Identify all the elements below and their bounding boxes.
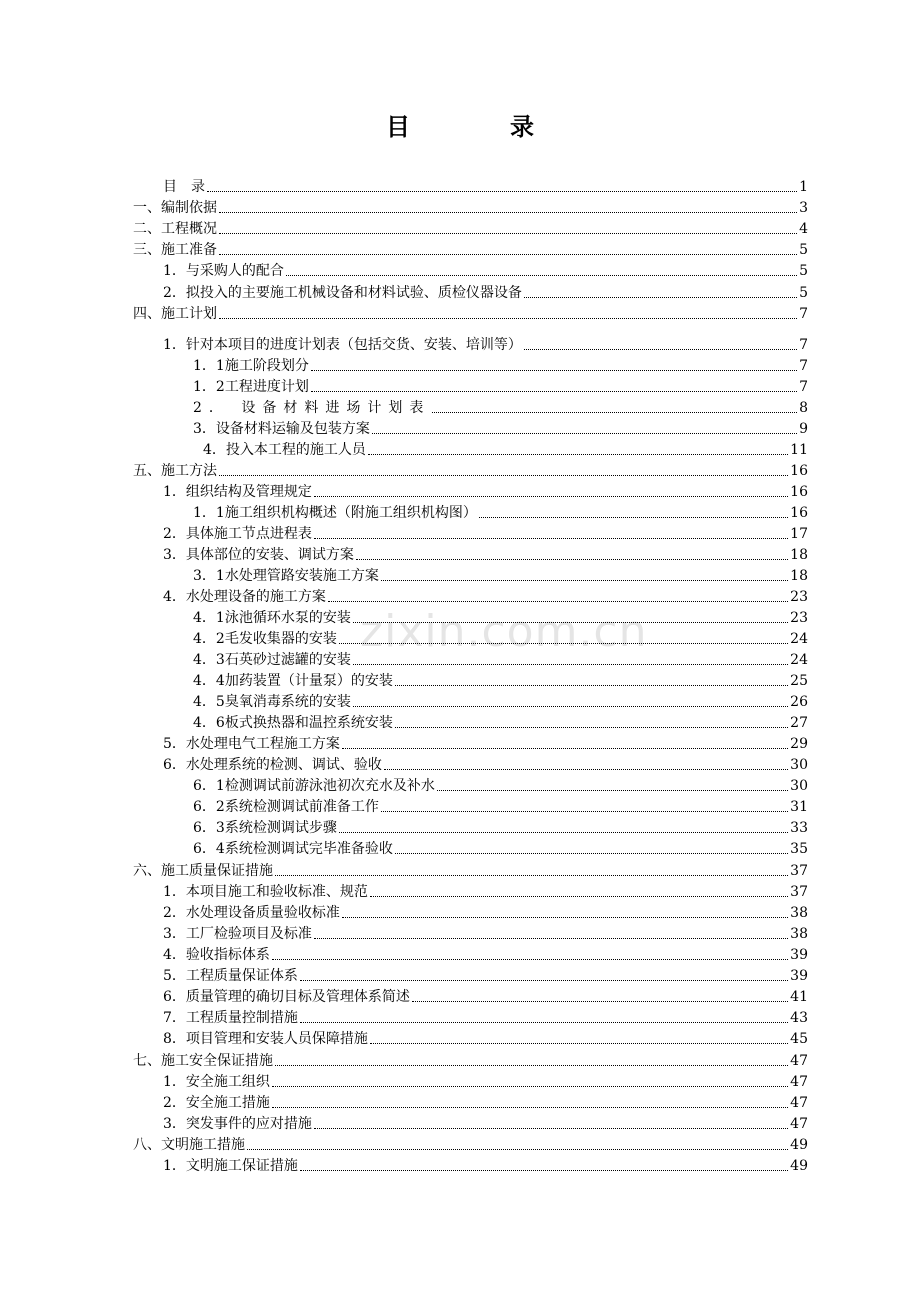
toc-entry[interactable] <box>193 502 808 522</box>
toc-entry-label: 1．针对本项目的进度计划表（包括交货、安装、培训等） <box>163 337 522 353</box>
toc-entry-page-number: 8 <box>799 400 808 416</box>
toc-dot-leader <box>275 875 788 876</box>
toc-entry-page-number: 24 <box>790 631 808 647</box>
toc-entry-label: 4．3石英砂过滤罐的安装 <box>193 652 351 668</box>
toc-dot-leader <box>339 832 788 833</box>
toc-dot-leader <box>339 643 788 644</box>
toc-entry-label: 2． 设备材料进场计划表 <box>193 400 431 416</box>
toc-entry[interactable] <box>163 481 808 501</box>
toc-entry-page-number: 16 <box>790 505 808 521</box>
toc-dot-leader <box>381 580 788 581</box>
toc-entry[interactable] <box>193 649 808 669</box>
toc-entry-page-number: 43 <box>790 1010 808 1026</box>
page-title: 目 录 <box>386 112 572 141</box>
toc-dot-leader <box>272 959 788 960</box>
toc-entry-page-number: 18 <box>790 568 808 584</box>
toc-dot-leader <box>272 1107 788 1108</box>
toc-dot-leader <box>314 1128 788 1129</box>
toc-entry-label: 4．2毛发收集器的安装 <box>193 631 337 647</box>
toc-entry-page-number: 39 <box>790 947 808 963</box>
toc-entry[interactable] <box>193 691 808 711</box>
toc-entry-page-number: 30 <box>790 757 808 773</box>
toc-entry-label: 5．水处理电气工程施工方案 <box>163 736 340 752</box>
toc-entry-label: 6．1检测调试前游泳池初次充水及补水 <box>193 778 435 794</box>
toc-dot-leader <box>370 1043 788 1044</box>
toc-entry-label: 4．投入本工程的施工人员 <box>203 442 366 458</box>
toc-entry[interactable] <box>193 628 808 648</box>
toc-entry[interactable] <box>133 860 808 880</box>
toc-entry-page-number: 11 <box>790 442 808 458</box>
toc-entry-label: 4．1泳池循环水泵的安装 <box>193 610 351 626</box>
toc-entry-page-number: 1 <box>799 179 808 195</box>
toc-entry-page-number: 23 <box>790 610 808 626</box>
toc-entry[interactable] <box>163 1092 808 1112</box>
toc-entry-label: 4．4加药装置（计量泵）的安装 <box>193 673 393 689</box>
toc-entry-page-number: 3 <box>799 200 808 216</box>
toc-entry-label: 1．与采购人的配合 <box>163 263 284 279</box>
toc-entry-label: 七、施工安全保证措施 <box>133 1053 273 1069</box>
toc-entry-page-number: 45 <box>790 1031 808 1047</box>
toc-entry-page-number: 47 <box>790 1053 808 1069</box>
toc-dot-leader <box>300 980 788 981</box>
toc-entry-label: 2．具体施工节点进程表 <box>163 526 312 542</box>
toc-dot-leader <box>328 601 788 602</box>
toc-dot-leader <box>372 433 797 434</box>
toc-entry-label: 1．安全施工组织 <box>163 1074 270 1090</box>
toc-dot-leader <box>432 412 797 413</box>
toc-dot-leader <box>311 370 797 371</box>
toc-entry[interactable] <box>163 1071 808 1091</box>
toc-entry-page-number: 47 <box>790 1116 808 1132</box>
toc-dot-leader <box>219 212 797 213</box>
toc-dot-leader <box>272 1086 788 1087</box>
toc-entry-page-number: 38 <box>790 926 808 942</box>
toc-entry[interactable] <box>163 1155 808 1175</box>
toc-entry-label: 二、工程概况 <box>133 221 217 237</box>
toc-entry[interactable] <box>193 355 808 375</box>
toc-dot-leader <box>395 685 788 686</box>
toc-entry-label: 6．2系统检测调试前准备工作 <box>193 799 379 815</box>
toc-entry-label: 四、施工计划 <box>133 306 217 322</box>
toc-entry-label: 三、施工准备 <box>133 242 217 258</box>
toc-dot-leader <box>412 1001 788 1002</box>
toc-entry[interactable] <box>163 523 808 543</box>
toc-dot-leader <box>437 790 788 791</box>
toc-entry[interactable] <box>163 944 808 964</box>
toc-entry[interactable] <box>163 282 808 302</box>
toc-entry-page-number: 47 <box>790 1074 808 1090</box>
toc-entry-label: 6．质量管理的确切目标及管理体系简述 <box>163 989 410 1005</box>
toc-dot-leader <box>286 275 797 276</box>
toc-entry-label: 1．1施工阶段划分 <box>193 358 309 374</box>
toc-entry-label: 1．本项目施工和验收标准、规范 <box>163 884 368 900</box>
toc-entry-page-number: 24 <box>790 652 808 668</box>
toc-dot-leader <box>311 391 797 392</box>
toc-entry[interactable] <box>193 670 808 690</box>
toc-entry[interactable] <box>133 218 808 238</box>
toc-entry-page-number: 5 <box>799 285 808 301</box>
toc-entry[interactable] <box>133 1134 808 1154</box>
toc-entry-page-number: 38 <box>790 905 808 921</box>
toc-dot-leader <box>384 769 788 770</box>
toc-dot-leader <box>353 706 788 707</box>
toc-entry-page-number: 31 <box>790 799 808 815</box>
toc-entry-page-number: 9 <box>799 421 808 437</box>
toc-dot-leader <box>370 896 788 897</box>
toc-entry[interactable] <box>193 712 808 732</box>
toc-entry-page-number: 37 <box>790 863 808 879</box>
toc-entry[interactable] <box>163 176 808 196</box>
toc-entry-label: 4．5臭氧消毒系统的安装 <box>193 694 351 710</box>
toc-entry-page-number: 5 <box>799 242 808 258</box>
toc-entry[interactable] <box>193 418 808 438</box>
toc-entry[interactable] <box>193 796 808 816</box>
toc-entry[interactable] <box>163 902 808 922</box>
toc-entry-label: 3．突发事件的应对措施 <box>163 1116 312 1132</box>
toc-entry-page-number: 5 <box>799 263 808 279</box>
toc-entry-label: 7．工程质量控制措施 <box>163 1010 298 1026</box>
toc-dot-leader <box>300 1170 788 1171</box>
toc-entry-page-number: 39 <box>790 968 808 984</box>
toc-entry[interactable] <box>163 923 808 943</box>
toc-entry-page-number: 47 <box>790 1095 808 1111</box>
toc-entry-label: 3．设备材料运输及包装方案 <box>193 421 370 437</box>
toc-entry[interactable] <box>133 1050 808 1070</box>
toc-entry-page-number: 35 <box>790 841 808 857</box>
toc-entry-page-number: 16 <box>790 463 808 479</box>
toc-entry[interactable] <box>163 1028 808 1048</box>
toc-entry-page-number: 29 <box>790 736 808 752</box>
toc-entry-label: 8．项目管理和安装人员保障措施 <box>163 1031 368 1047</box>
toc-entry-label: 1．组织结构及管理规定 <box>163 484 312 500</box>
toc-entry-label: 4．水处理设备的施工方案 <box>163 589 326 605</box>
toc-entry-label: 1．1施工组织机构概述（附施工组织机构图） <box>193 505 477 521</box>
toc-dot-leader <box>381 811 788 812</box>
toc-entry-label: 六、施工质量保证措施 <box>133 863 273 879</box>
toc-entry[interactable] <box>163 754 808 774</box>
toc-entry-label: 6．水处理系统的检测、调试、验收 <box>163 757 382 773</box>
toc-entry-page-number: 4 <box>799 221 808 237</box>
toc-entry-label: 2．拟投入的主要施工机械设备和材料试验、质检仪器设备 <box>163 285 522 301</box>
toc-dot-leader <box>219 475 788 476</box>
toc-entry-page-number: 49 <box>790 1137 808 1153</box>
toc-entry[interactable] <box>193 397 808 417</box>
toc-entry-page-number: 16 <box>790 484 808 500</box>
toc-dot-leader <box>314 538 788 539</box>
toc-dot-leader <box>342 917 788 918</box>
toc-entry-page-number: 18 <box>790 547 808 563</box>
toc-entry-page-number: 7 <box>799 379 808 395</box>
toc-entry[interactable] <box>193 838 808 858</box>
toc-entry-label: 3．工厂检验项目及标准 <box>163 926 312 942</box>
toc-dot-leader <box>479 517 788 518</box>
toc-entry-page-number: 27 <box>790 715 808 731</box>
toc-entry[interactable] <box>133 239 808 259</box>
toc-entry-page-number: 49 <box>790 1158 808 1174</box>
toc-entry[interactable] <box>203 439 808 459</box>
toc-dot-leader <box>219 254 797 255</box>
toc-dot-leader <box>353 622 788 623</box>
toc-entry[interactable] <box>163 1007 808 1027</box>
toc-entry-page-number: 41 <box>790 989 808 1005</box>
toc-entry-label: 2．安全施工措施 <box>163 1095 270 1111</box>
toc-entry-page-number: 37 <box>790 884 808 900</box>
toc-entry-page-number: 30 <box>790 778 808 794</box>
toc-entry[interactable] <box>193 376 808 396</box>
toc-dot-leader <box>247 1149 788 1150</box>
toc-entry-label: 2．水处理设备质量验收标准 <box>163 905 340 921</box>
toc-entry-page-number: 7 <box>799 358 808 374</box>
toc-entry-page-number: 23 <box>790 589 808 605</box>
toc-entry-label: 1．文明施工保证措施 <box>163 1158 298 1174</box>
toc-entry-label: 6．4系统检测调试完毕准备验收 <box>193 841 393 857</box>
toc-entry-page-number: 7 <box>799 337 808 353</box>
toc-entry-page-number: 33 <box>790 820 808 836</box>
toc-entry-label: 八、文明施工措施 <box>133 1137 245 1153</box>
toc-dot-leader <box>395 727 788 728</box>
toc-entry[interactable] <box>133 460 808 480</box>
toc-dot-leader <box>524 349 797 350</box>
toc-entry[interactable] <box>163 544 808 564</box>
toc-entry[interactable] <box>133 303 808 323</box>
watermark: zixin.com.cn <box>360 606 648 657</box>
toc-entry[interactable] <box>163 586 808 606</box>
toc-entry-label: 五、施工方法 <box>133 463 217 479</box>
toc-entry-label: 1．2工程进度计划 <box>193 379 309 395</box>
toc-entry-page-number: 26 <box>790 694 808 710</box>
toc-entry-page-number: 25 <box>790 673 808 689</box>
toc-entry[interactable] <box>163 986 808 1006</box>
toc-entry-label: 6．3系统检测调试步骤 <box>193 820 337 836</box>
toc-dot-leader <box>275 1065 788 1066</box>
toc-entry-label: 目 录 <box>163 179 205 195</box>
toc-entry-label: 3．1水处理管路安装施工方案 <box>193 568 379 584</box>
toc-dot-leader <box>368 454 788 455</box>
toc-dot-leader <box>314 938 788 939</box>
toc-entry-label: 4．验收指标体系 <box>163 947 270 963</box>
toc-dot-leader <box>356 559 788 560</box>
toc-entry[interactable] <box>163 881 808 901</box>
toc-entry[interactable] <box>193 817 808 837</box>
toc-dot-leader <box>353 664 788 665</box>
toc-entry[interactable] <box>163 334 808 354</box>
toc-dot-leader <box>395 853 788 854</box>
toc-entry-label: 5．工程质量保证体系 <box>163 968 298 984</box>
toc-entry[interactable] <box>163 260 808 280</box>
toc-dot-leader <box>300 1022 788 1023</box>
toc-entry[interactable] <box>163 1113 808 1133</box>
toc-entry[interactable] <box>193 775 808 795</box>
toc-entry[interactable] <box>163 733 808 753</box>
toc-dot-leader <box>207 191 797 192</box>
toc-dot-leader <box>219 318 797 319</box>
toc-dot-leader <box>314 496 788 497</box>
toc-entry[interactable] <box>133 197 808 217</box>
toc-entry-label: 4．6板式换热器和温控系统安装 <box>193 715 393 731</box>
toc-entry-page-number: 7 <box>799 306 808 322</box>
toc-entry-label: 一、编制依据 <box>133 200 217 216</box>
toc-entry[interactable] <box>163 965 808 985</box>
toc-entry-page-number: 17 <box>790 526 808 542</box>
toc-entry-label: 3．具体部位的安装、调试方案 <box>163 547 354 563</box>
toc-entry[interactable] <box>193 565 808 585</box>
toc-dot-leader <box>524 297 797 298</box>
toc-dot-leader <box>219 233 797 234</box>
toc-entry[interactable] <box>193 607 808 627</box>
toc-dot-leader <box>342 748 788 749</box>
